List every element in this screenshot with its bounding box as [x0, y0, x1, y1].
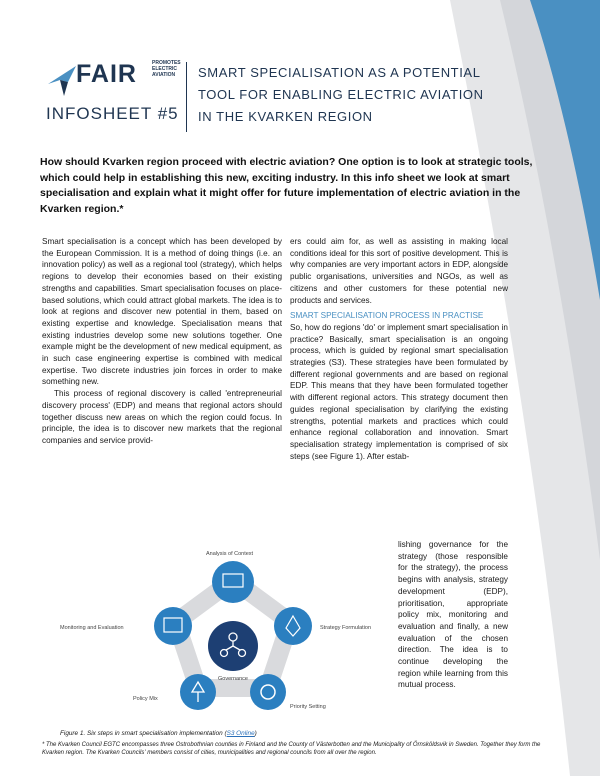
title-line: IN THE KVARKEN REGION	[198, 109, 373, 124]
body-paragraph: This process of regional discovery is called 'entrepreneurial discovery process' (EDP) and means that regional actors should together discuss new areas on which the region could focus. In principle, the idea is to discover new markets that the regional companies and service provid-	[42, 389, 282, 445]
column-right	[290, 236, 508, 462]
header-divider	[186, 62, 187, 132]
step-governance	[208, 621, 258, 682]
brand-tagline: PROMOTES ELECTRIC AVIATION	[152, 60, 181, 78]
step-label: Analysis of Context	[206, 551, 254, 557]
figure-caption: Figure 1. Six steps in smart specialisation implementation (S3 Online)	[60, 730, 257, 737]
column-left	[42, 236, 282, 447]
s3-online-link[interactable]: S3 Online	[226, 730, 255, 737]
step-label: Strategy Formulation	[320, 625, 372, 631]
page-title	[198, 62, 488, 128]
brand-name: FAIR	[76, 60, 137, 88]
step-policy	[133, 674, 216, 710]
body-paragraph: ers could aim for, as well as assisting in making local conditions ideal for this sort of positive development. This is why companies are very important actors in EDP, alongside public organisations, universities and NGOs, as well as citizens and other customers for these potential new products and services.	[290, 237, 508, 305]
six-steps-diagram	[38, 550, 398, 730]
step-label: Governance	[218, 676, 248, 682]
body-paragraph: Smart specialisation is a concept which has been developed by the European Commission. It is a method of doing things (i.e. an innovation policy) as well as a regional tool (strategy), which helps regions to develop their economies based on their existing strengths and capabilities. Smart specialisation focuses on place-based solutions, which could attract global markets. The idea is to look at regions and discover new potential in them, based on existing expertise and knowledge. Specialisation means that existing industries develop some new solutions together. One example might be the development of new medical equipment, as in such case engineering expertise is combined with medical expertise. Two discrete industries join forces in order to make something new.	[42, 237, 282, 387]
step-strategy	[274, 607, 371, 645]
step-label: Priority Setting	[290, 704, 326, 710]
intro-paragraph: How should Kvarken region proceed with electric aviation? One option is to look at strategic tools, which could help in establishing this new, exciting industry. In this info sheet we look at smart specialisation and explain what it might offer for future implementation of electric aviation in the Kvarken region.*	[40, 156, 533, 215]
body-paragraph: So, how do regions 'do' or implement smart specialisation in practice? Basically, smart specialisation is an ongoing process, which is guided by regional smart specialisation strategies (S3). These strategies have been formulated by different regional governments and are based on regional EDP. This means that they have been formulated together with different regional actors. This strategy document then guides regional specialisation by clarifying the existing strengths, potential markets and practices which could enhance regional collaboration and innovation. Smart specialisation strategy implementation is comprised of six steps (see Figure 1). After estab-	[290, 322, 508, 461]
step-label: Policy Mix	[133, 696, 158, 702]
title-line: TOOL FOR ENABLING ELECTRIC AVIATION	[198, 87, 484, 102]
step-monitoring	[60, 607, 192, 645]
step-label: Monitoring and Evaluation	[60, 625, 124, 631]
title-line: SMART SPECIALISATION AS A POTENTIAL	[198, 65, 481, 80]
infosheet-number: INFOSHEET #5	[46, 104, 179, 123]
header	[0, 0, 600, 150]
column-right-continued: lishing governance for the strategy (those responsible for the strategy), the process begins with analysis, strategy development (EDP), prioritisation, appropriate policy mix, monitoring and evaluation and finally, a new evaluation of the chosen direction. The idea is to continue developing the region while learning from this mutual process.	[398, 540, 508, 690]
section-heading: SMART SPECIALISATION PROCESS IN PRACTISE	[290, 311, 484, 321]
step-priority	[250, 674, 326, 710]
footnote: * The Kvarken Council EGTC encompasses three Ostrobothnian counties in Finland and the County of Västerbotten and the Municipality of Örnsköldsvik in Sweden. Together they form the Kvarken region. The Kvarken Councils' members consist of cities, municipalities and regional councils from all over the region.	[42, 742, 541, 756]
